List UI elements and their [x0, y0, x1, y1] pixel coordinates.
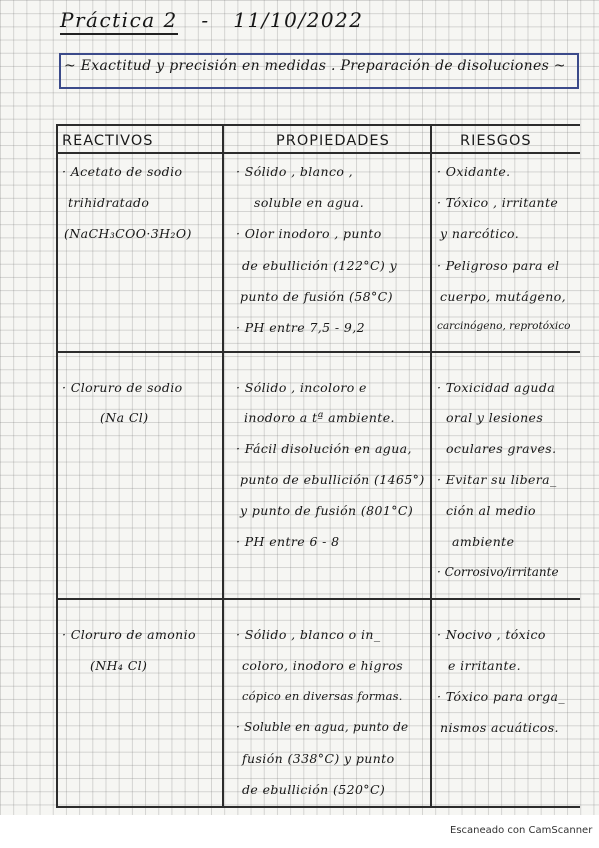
header-reactivos: REACTIVOS	[62, 133, 154, 149]
riesgo-line: oral y lesiones	[446, 410, 544, 425]
riesgo-line: ción al medio	[446, 503, 536, 518]
table-top-line	[56, 124, 580, 126]
propiedad-line: · PH entre 6 - 8	[236, 534, 340, 549]
header-riesgos: RIESGOS	[460, 133, 532, 149]
header-propiedades: PROPIEDADES	[276, 133, 390, 149]
propiedad-line: punto de fusión (58°C)	[240, 289, 393, 304]
riesgo-line: oculares graves.	[446, 441, 557, 456]
propiedad-line: · Soluble en agua, punto de	[236, 720, 409, 734]
riesgo-line: carcinógeno, reprotóxico	[437, 320, 571, 332]
title-date: 11/10/2022	[233, 8, 364, 32]
riesgo-line: ambiente	[452, 534, 515, 549]
propiedad-line: inodoro a tª ambiente.	[244, 410, 395, 425]
column-divider-2	[430, 124, 432, 808]
propiedad-line: · Fácil disolución en agua,	[236, 441, 412, 456]
header-bottom-line	[56, 152, 580, 154]
propiedad-line: · Olor inodoro , punto	[236, 226, 382, 241]
propiedad-line: · Sólido , blanco o in_	[236, 627, 381, 642]
reactivo-line: (NH₄ Cl)	[90, 658, 148, 673]
propiedad-line: · Sólido , incoloro e	[236, 380, 367, 395]
riesgo-line: · Tóxico , irritante	[437, 195, 559, 210]
column-divider-1	[222, 124, 224, 808]
subtitle: ~ Exactitud y precisión en medidas . Preparación de disoluciones ~	[64, 58, 566, 74]
propiedad-line: soluble en agua.	[254, 195, 365, 210]
row-2-bottom-line	[56, 598, 580, 600]
propiedad-line: · Sólido , blanco ,	[236, 164, 354, 179]
propiedad-line: de ebullición (122°C) y	[242, 258, 398, 273]
riesgo-line: nismos acuáticos.	[440, 720, 559, 735]
propiedad-line: coloro, inodoro e higros	[242, 658, 404, 673]
propiedad-line: punto de ebullición (1465°)	[240, 472, 425, 487]
riesgo-line: e irritante.	[448, 658, 522, 673]
reactivo-line: (Na Cl)	[100, 410, 149, 425]
propiedad-line: · PH entre 7,5 - 9,2	[236, 320, 365, 335]
page-title	[60, 8, 364, 32]
propiedad-line: fusión (338°C) y punto	[242, 751, 395, 766]
riesgo-line: · Evitar su libera_	[437, 472, 557, 487]
riesgo-line: · Toxicidad aguda	[437, 380, 556, 395]
title-dash: -	[201, 8, 210, 32]
reactivo-line: · Cloruro de amonio	[62, 627, 196, 642]
riesgo-line: y narcótico.	[440, 226, 520, 241]
riesgo-line: · Tóxico para orga_	[437, 689, 566, 704]
riesgo-line: · Corrosivo/irritante	[437, 565, 559, 579]
table-bottom-line	[56, 806, 580, 808]
table-left-line	[56, 124, 58, 808]
reactivo-line: · Acetato de sodio	[62, 164, 183, 179]
riesgo-line: · Peligroso para el	[437, 258, 560, 273]
reactivo-line: (NaCH₃COO·3H₂O)	[64, 226, 192, 241]
riesgo-line: · Oxidante.	[437, 164, 511, 179]
reactivo-line: · Cloruro de sodio	[62, 380, 183, 395]
propiedad-line: de ebullición (520°C)	[242, 782, 386, 797]
title-practice: Práctica 2	[60, 8, 178, 35]
row-1-bottom-line	[56, 351, 580, 353]
propiedad-line: cópico en diversas formas.	[242, 689, 403, 703]
riesgo-line: cuerpo, mutágeno,	[440, 289, 567, 304]
reactivo-line: trihidratado	[68, 195, 150, 210]
propiedad-line: y punto de fusión (801°C)	[240, 503, 414, 518]
scanner-footer: Escaneado con CamScanner	[447, 825, 595, 836]
riesgo-line: · Nocivo , tóxico	[437, 627, 546, 642]
